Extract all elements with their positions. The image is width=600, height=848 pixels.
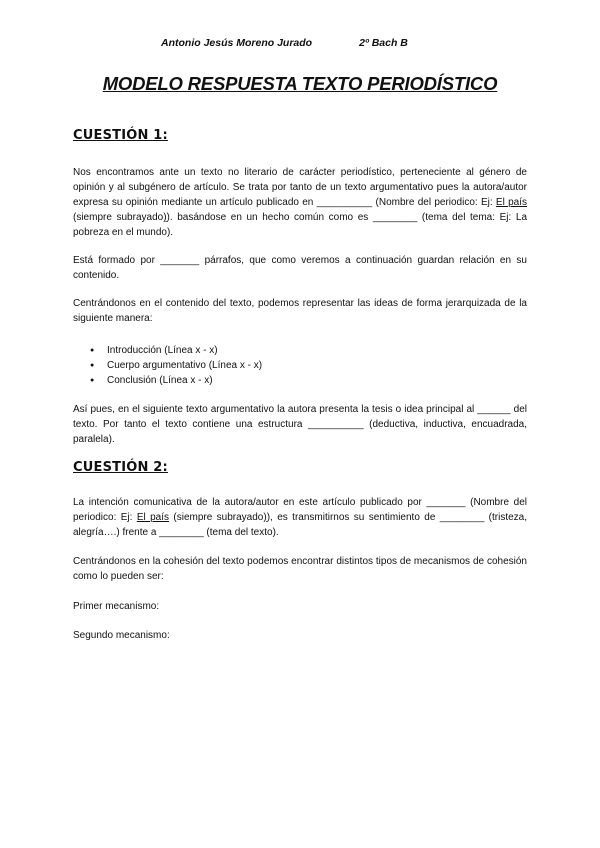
question-2-heading: CUESTIÓN 2: [73,460,168,475]
q1-p1-text-a: Nos encontramos ante un texto no literario de carácter periodístico, perteneciente al género de opinión y al subgénero de artículo. Se trata por tanto de un texto argumentativo pues la autora/autor expresa su opinión mediante un artículo publicado en __________ (Nombre del periodico: Ej: [73,167,527,208]
question-1-heading: CUESTIÓN 1: [73,128,168,143]
first-mechanism-label: Primer mecanismo: [73,601,160,612]
q1-p1-text-d: ). basándose en un hecho común como es ________ (tema del tema: Ej: La pobreza en el mundo). [73,212,528,238]
newspaper-example-link: El país [495,197,527,208]
list-item: ● Conclusión (Línea x - x) [90,373,262,388]
q2-p1-text-a: La intención comunicativa de la autora/autor en este artículo publicado por _______ (Nombre del periodico: Ej: [73,497,527,523]
author-name: Antonio Jesús Moreno Jurado [161,37,313,49]
document-header [161,37,408,49]
q1-paragraph-3: Centrándonos en el contenido del texto, podemos representar las ideas de forma jerarquizada de la siguiente manera: [73,298,527,324]
document-title: MODELO RESPUESTA TEXTO PERIODÍSTICO [102,73,498,94]
list-item: ● Introducción (Línea x - x) [90,343,262,358]
structure-list [90,343,262,388]
q2-p1-text-d: ), es transmitirnos su sentimiento de ________ (tristeza, alegría….) frente a ________ (tema del texto). [73,512,527,538]
newspaper-example-link: El país [136,512,169,523]
q1-paragraph-1 [73,165,527,240]
second-mechanism-label: Segundo mecanismo: [73,630,170,641]
class-grade: 2º Bach B [359,37,408,49]
q2-p1-text-b: (siempre subrayado [169,512,264,523]
q1-paragraph-4: Así pues, en el siguiente texto argumentativo la autora presenta la tesis o idea principal al ______ del texto. Por tanto el texto contiene una estructura __________ (deductiva, inductiva, encuadrada, paralela). [73,404,527,445]
q2-paragraph-2: Centrándonos en la cohesión del texto podemos encontrar distintos tipos de mecanismos de cohesión como lo pueden ser: [73,556,527,582]
q1-p1-paren: ) [163,212,167,223]
q2-paragraph-1 [73,495,527,540]
q1-p1-text-b: (siempre subrayado [73,212,164,223]
q1-paragraph-2: Está formado por _______ párrafos, que como veremos a continuación guardan relación en su contenido. [73,255,527,281]
list-item: ● Cuerpo argumentativo (Línea x - x) [90,358,262,373]
q2-p1-paren: ) [263,512,267,523]
